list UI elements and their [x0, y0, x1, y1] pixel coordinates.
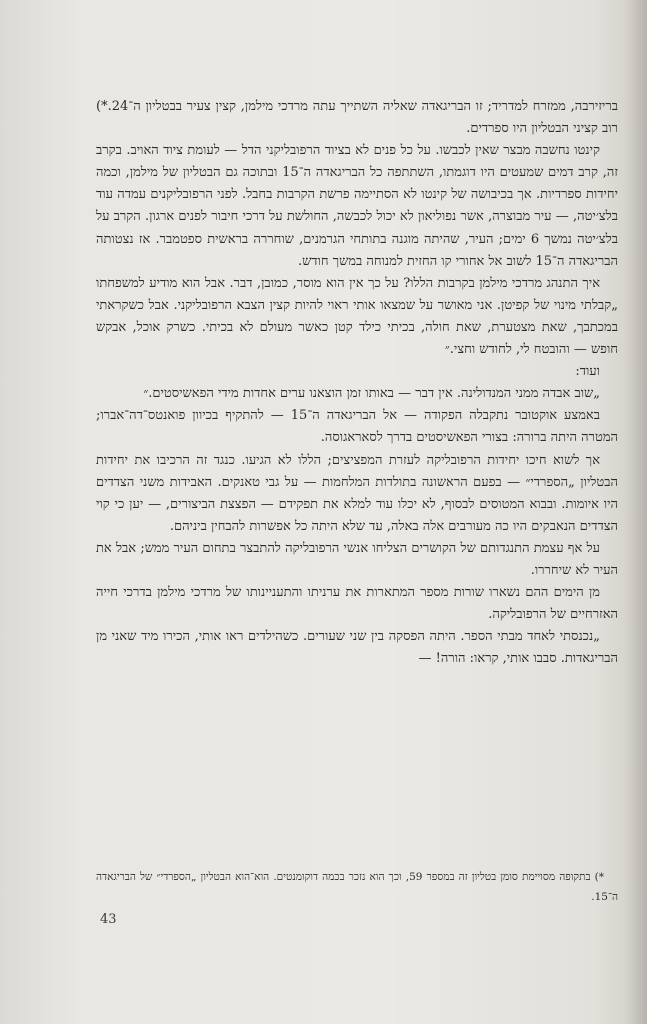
paragraph: אך לשוא חיכו יחידות הרפובליקה לעזרת המפציצים; הללו לא הגיעו. כנגד זה הרכיבו את יחידות הבטליון „הספרדי״ — בפעם הראשונה בתולדות המלחמות — על גבי טאנקים. האבידות משני הצדדים היו איומות. ובבוא המטוסים לבסוף, לא יכלו עוד למלא את תפקידם — הפצצת הביצורים, — יען כי קוי הצדדים הנאבקים היו כה מעורבים אלה באלה, עד שלא היתה כל אפשרות להבחין ביניהם. [96, 452, 619, 534]
paragraph: על אף עצמת התנגדותם של הקושרים הצליחו אנשי הרפובליקה להתבצר בתחום העיר ממש; אבל את העיר לא שיחררו. [96, 540, 618, 578]
body-text [96, 96, 618, 670]
paragraph: באמצע אוקטובר נתקבלה הפקודה — אל הבריגאדה ה־15 — להתקיף בכיוון פואנטס־דה־אברו; המטרה היתה ברורה: בצורי הפאשיסטים בדרך לסאראגוסה. [96, 408, 618, 446]
paragraph: „נכנסתי לאחד מבתי הספר. היתה הפסקה בין שני שעורים. כשהילדים ראו אותי, הכירו מיד שאני מן הבריגאדות. סבבו אותי, קראו: הורה! — [96, 629, 618, 667]
footnote: *) בתקופה מסויימת סומן בטליון זה במספר 59, וכך הוא נזכר בכמה דוקומנטים. הוא־הוא הבטליון „הספרדי״ של הבריגאדה ה־15. [96, 871, 618, 903]
paragraph: איך התנהג מרדכי מילמן בקרבות הללו? על כך אין הוא מוסר, כמובן, דבר. אבל הוא מודיע למשפחתו „קבלתי מינוי של קפיטן. אני מאושר על שמצאו אותי ראוי להיות קצין הצבא הרפובליקני. אבל כשקראתי במכתבך, שאת מצטערת, שאת חולה, בכיתי כילד קטן כאשר מעולם לא בכיתי. כשרק אוכל, אבקש חופש — והובטח לי, לחודש וחצי.״ [96, 275, 618, 358]
paragraph: „שוב אבדה ממני המנדולינה. אין דבר — באותו זמן הוצאנו ערים אחדות מידי הפאשיסטים.״ [143, 386, 600, 402]
paragraph: מן הימים ההם נשארו שורות מספר המתארות את ערניתו והתעניינותו של מרדכי מילמן בדרכי חייה האזרחיים של הרפובליקה. [96, 585, 618, 623]
page-edge-shadow [625, 0, 647, 1024]
page-number: 43 [100, 912, 117, 927]
footnote-section [96, 867, 618, 907]
paragraph: בריזירבה, ממזרח למדריד; זו הבריגאדה שאליה השתייך עתה מרדכי מילמן, קצין צעיר בבטליון ה־24.*) רוב קציני הבטליון היו ספרדים. [96, 99, 618, 137]
paragraph: ועוד: [575, 364, 600, 380]
paragraph: קינטו נחשבה מבצר שאין לכבשו. על כל פנים לא בציוד הרפובליקני הדל — לעומת ציוד האויב. בקרב זה, קרב דמים שמעטים היו דוגמתו, השתתפה כל הבריגאדה ה־15 ובתוכה גם הבטליון של מילמן, וכמה יחידות ספרדיות. אך בכיבושה של קינטו לא הסתיימה פרשת הקרבות בחבל. לפני הרפובליקנים עמדה עוד בלצ׳יטה, — עיר מבוצרה, אשר נפוליאון לא יכול לכבשה, החולשת על דרכי חיבור לפנים ארגון. הקרב על בלצ׳יטה נמשך 6 ימים; העיר, שהיתה מוגנה בתותחי הגרמנים, שוחררה בראשית ספטמבר. אז נצטותה הבריגאדה ה־15 לשוב אל אחורי קו החזית למנוחה במשך חודש. [96, 143, 618, 269]
